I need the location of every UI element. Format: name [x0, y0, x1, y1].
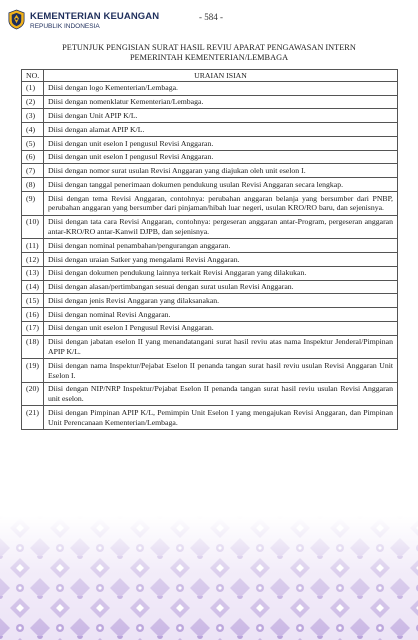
document-title-line-1: PETUNJUK PENGISIAN SURAT HASIL REVIU APARAT PENGAWASAN INTERN — [62, 43, 356, 52]
row-number: (9) — [22, 192, 44, 216]
row-description: Diisi dengan dokumen pendukung lainnya terkait Revisi Anggaran yang dilakukan. — [44, 266, 398, 280]
org-subtitle: REPUBLIK INDONESIA — [30, 23, 100, 30]
row-number: (19) — [22, 359, 44, 383]
row-number: (4) — [22, 123, 44, 137]
row-description: Diisi dengan nomenklatur Kementerian/Lembaga. — [44, 95, 398, 109]
table-row — [22, 266, 398, 280]
row-number: (16) — [22, 308, 44, 322]
row-description: Diisi dengan alamat APIP K/L. — [44, 123, 398, 137]
row-description: Diisi dengan nama Inspektur/Pejabat Eselon II penanda tangan surat hasil reviu usulan Revisi Anggaran Unit Eselon I. — [44, 359, 398, 383]
row-number: (13) — [22, 266, 44, 280]
table-row — [22, 95, 398, 109]
table-row — [22, 280, 398, 294]
table-row — [22, 406, 398, 430]
row-description: Diisi dengan tata cara Revisi Anggaran, contohnya: pergeseran anggaran antar-Program, pergeseran anggaran antar-KRO/RO antar-Kanwil DJPB, dan sejenisnya. — [44, 215, 398, 239]
row-number: (1) — [22, 81, 44, 95]
row-description: Diisi dengan tanggal penerimaan dokumen pendukung usulan Revisi Anggaran secara lengkap. — [44, 178, 398, 192]
table-row — [22, 239, 398, 253]
row-description: Diisi dengan tema Revisi Anggaran, contohnya: perubahan anggaran belanja yang bersumber dari PNBP, perubahan anggaran yang bersumber dari pinjaman/hibah luar negeri, usulan KRO/RO baru, dan sejenisnya. — [44, 192, 398, 216]
kemenkeu-logo-icon — [7, 9, 26, 30]
table-row — [22, 252, 398, 266]
row-number: (21) — [22, 406, 44, 430]
table-row — [22, 150, 398, 164]
batik-pattern-icon — [0, 516, 418, 640]
row-number: (8) — [22, 178, 44, 192]
row-description: Diisi dengan nomor surat usulan Revisi Anggaran yang diajukan oleh unit eselon I. — [44, 164, 398, 178]
row-description: Diisi dengan unit eselon I pengusul Revisi Anggaran. — [44, 136, 398, 150]
table-row — [22, 136, 398, 150]
row-description: Diisi dengan jenis Revisi Anggaran yang dilaksanakan. — [44, 294, 398, 308]
org-name: KEMENTERIAN KEUANGAN — [30, 11, 160, 22]
table-row — [22, 359, 398, 383]
table-row — [22, 192, 398, 216]
table-row — [22, 81, 398, 95]
table-row — [22, 321, 398, 335]
table-row — [22, 164, 398, 178]
row-description: Diisi dengan unit eselon I pengusul Revisi Anggaran. — [44, 150, 398, 164]
row-description: Diisi dengan alasan/pertimbangan sesuai dengan surat usulan Revisi Anggaran. — [44, 280, 398, 294]
org-header — [30, 11, 159, 31]
table-row — [22, 294, 398, 308]
row-description: Diisi dengan logo Kementerian/Lembaga. — [44, 81, 398, 95]
row-number: (11) — [22, 239, 44, 253]
row-number: (12) — [22, 252, 44, 266]
page-number: - 584 - — [199, 12, 223, 22]
document-title-line-2: PEMERINTAH KEMENTERIAN/LEMBAGA — [129, 53, 289, 62]
instruction-table — [21, 69, 398, 430]
row-number: (3) — [22, 109, 44, 123]
row-description: Diisi dengan jabatan eselon II yang menandatangani surat hasil reviu atas nama Inspektur Jenderal/Pimpinan APIP K/L. — [44, 335, 398, 359]
row-number: (7) — [22, 164, 44, 178]
row-description: Diisi dengan Unit APIP K/L. — [44, 109, 398, 123]
header-uraian-isian: URAIAN ISIAN — [44, 70, 398, 82]
header-no: NO. — [22, 70, 44, 82]
table-body — [22, 81, 398, 429]
table-header-row — [22, 70, 398, 82]
row-description: Diisi dengan NIP/NRP Inspektur/Pejabat Eselon II penanda tangan surat hasil reviu usulan Revisi Anggaran unit eselon. — [44, 382, 398, 406]
row-description: Diisi dengan uraian Satker yang mengalami Revisi Anggaran. — [44, 252, 398, 266]
row-number: (18) — [22, 335, 44, 359]
table-row — [22, 215, 398, 239]
row-number: (5) — [22, 136, 44, 150]
table-row — [22, 178, 398, 192]
table-row — [22, 335, 398, 359]
row-description: Diisi dengan nominal Revisi Anggaran. — [44, 308, 398, 322]
row-number: (15) — [22, 294, 44, 308]
row-number: (17) — [22, 321, 44, 335]
table-row — [22, 123, 398, 137]
row-number: (20) — [22, 382, 44, 406]
row-number: (10) — [22, 215, 44, 239]
table-row — [22, 308, 398, 322]
table-row — [22, 109, 398, 123]
table-row — [22, 382, 398, 406]
row-number: (14) — [22, 280, 44, 294]
row-number: (2) — [22, 95, 44, 109]
row-description: Diisi dengan nominal penambahan/pengurangan anggaran. — [44, 239, 398, 253]
row-description: Diisi dengan unit eselon I Pengusul Revisi Anggaran. — [44, 321, 398, 335]
row-description: Diisi dengan Pimpinan APIP K/L, Pemimpin Unit Eselon I yang mengajukan Revisi Anggaran, dan Pimpinan Unit Perencanaan Kementerian/Lembaga. — [44, 406, 398, 430]
row-number: (6) — [22, 150, 44, 164]
